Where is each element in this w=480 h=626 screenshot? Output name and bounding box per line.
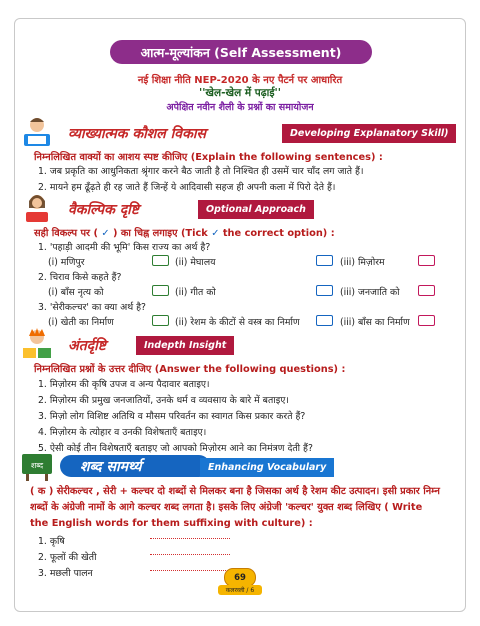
instruction-part: सही विकल्प पर ( bbox=[34, 228, 98, 239]
section-title-en: Enhancing Vocabulary bbox=[200, 458, 334, 477]
subtitle-play: ''खेल-खेल में पढ़ाई'' bbox=[199, 87, 281, 99]
option: (ii) गीत को bbox=[175, 287, 216, 298]
option-checkbox[interactable] bbox=[152, 315, 169, 326]
section-title-en: Optional Approach bbox=[198, 200, 314, 219]
option: (i) बाँस नृत्य को bbox=[48, 287, 104, 298]
option-checkbox[interactable] bbox=[418, 315, 435, 326]
option-checkbox[interactable] bbox=[418, 255, 435, 266]
instruction-answer: निम्नलिखित प्रश्नों के उत्तर दीजिए (Answer the following questions) : bbox=[34, 364, 346, 375]
question: 2. चिराव किसे कहते हैं? bbox=[38, 272, 122, 283]
option-checkbox[interactable] bbox=[152, 285, 169, 296]
footer-label: कलरव्ली / 6 bbox=[218, 585, 262, 595]
list-item: 5. ऐसी कोई तीन विशेषताएँ बताइए जो आपको मिज़ोरम आने का निमंत्रण देती हैं? bbox=[38, 443, 313, 454]
option: (iii) मिज़ोरम bbox=[340, 257, 385, 268]
reading-boy-icon bbox=[20, 116, 54, 148]
instruction-part: the correct option) : bbox=[222, 228, 335, 239]
tick-icon: ✓ bbox=[211, 228, 220, 239]
section-title-hi: व्याख्यात्मक कौशल विकास bbox=[68, 126, 206, 142]
section-insight-header bbox=[20, 332, 460, 358]
list-item: 3. मिज़ो लोग विशिष्ट अतिथि व मौसम परिवर्तन का स्वागत किस प्रकार करते हैं? bbox=[38, 411, 306, 422]
section-title-hi: वैकल्पिक दृष्टि bbox=[68, 202, 139, 218]
option: (i) मणिपुर bbox=[48, 257, 85, 268]
page-title: आत्म-मूल्यांकन (Self Assessment) bbox=[110, 40, 372, 64]
section-optional-header bbox=[20, 196, 460, 222]
girl-writing-icon bbox=[20, 192, 54, 224]
section-vocabulary-header bbox=[20, 454, 460, 480]
option-checkbox[interactable] bbox=[316, 255, 333, 266]
word-item: 3. मछली पालन bbox=[38, 568, 93, 579]
word-item: 1. कृषि bbox=[38, 536, 65, 547]
board-label: शब्द bbox=[30, 461, 44, 470]
option: (iii) बाँस का निर्माण bbox=[340, 317, 410, 328]
tick-icon: ✓ bbox=[101, 228, 110, 239]
subtitle-style: अपेक्षित नवीन शैली के प्रश्नों का समायोजन bbox=[166, 102, 314, 113]
section-title-en: Indepth Insight bbox=[136, 336, 234, 355]
section-title-hi: अंतर्दृष्टि bbox=[68, 338, 106, 354]
list-item: 1. जब प्रकृति का आधुनिकता श्रृंगार करने बैठ जाती है तो निश्चित ही उसमें चार चाँद लग जाते हैं। bbox=[38, 166, 364, 177]
page-number: 69 bbox=[224, 568, 256, 587]
boy-with-books-icon bbox=[20, 328, 54, 360]
question: 3. 'सेरीकल्चर' का क्या अर्थ है? bbox=[38, 302, 146, 313]
board-icon bbox=[20, 450, 54, 482]
list-item: 4. मिज़ोरम के त्योहार व उनकी विशेषताएँ बताइए। bbox=[38, 427, 207, 438]
option-checkbox[interactable] bbox=[316, 285, 333, 296]
instruction-explain: निम्नलिखित वाक्यों का आशय स्पष्ट कीजिए (Explain the following sentences) : bbox=[34, 152, 383, 163]
list-item: 1. मिज़ोरम की कृषि उपज व अन्य पैदावार बताइए। bbox=[38, 379, 210, 390]
option-checkbox[interactable] bbox=[316, 315, 333, 326]
answer-line[interactable] bbox=[150, 532, 230, 539]
option: (i) खेती का निर्माण bbox=[48, 317, 114, 328]
question: 1. 'पहाड़ी आदमी की भूमि' किस राज्य का अर्थ है? bbox=[38, 242, 211, 253]
vocab-paragraph: ( क ) सेरीकल्चर , सेरी + कल्चर दो शब्दों से मिलकर बना है जिसका अर्थ है रेशम कीट उत्पादन। इसी प्रकार निम्न शब्दों के अंग्रेजी नामों के आगे कल्चर शब्द लगता है। इसके लिए अंग्रेजी 'कल्चर' युक्त शब्द लिखिए ( Write the English words for them suffixing with culture) : bbox=[30, 486, 440, 529]
option: (ii) मेघालय bbox=[175, 257, 216, 268]
subtitle-nep: नई शिक्षा नीति NEP-2020 के नए पैटर्न पर आधारित bbox=[137, 75, 343, 86]
list-item: 2. मायने हम ढूँढ़ते ही रह जाते हैं जिन्हें ये आदिवासी सहज ही अपनी कला में पिरो देते हैं। bbox=[38, 182, 336, 193]
section-explanatory-header bbox=[20, 120, 460, 146]
option: (ii) रेशम के कीटों से वस्त्र का निर्माण bbox=[175, 317, 300, 328]
word-item: 2. फूलों की खेती bbox=[38, 552, 97, 563]
instruction-tick bbox=[34, 226, 335, 239]
section-title-en: Developing Explanatory Skill) bbox=[282, 124, 456, 143]
instruction-part: ) का चिह्न लगाइए (Tick bbox=[112, 228, 208, 239]
list-item: 2. मिज़ोरम की प्रमुख जनजातियों, उनके धर्म व व्यवसाय के बारे में बताइए। bbox=[38, 395, 289, 406]
option-checkbox[interactable] bbox=[152, 255, 169, 266]
answer-line[interactable] bbox=[150, 548, 230, 555]
section-title-hi: शब्द सामर्थ्य bbox=[80, 459, 142, 475]
option: (iii) जनजाति को bbox=[340, 287, 400, 298]
answer-line[interactable] bbox=[150, 564, 230, 571]
option-checkbox[interactable] bbox=[418, 285, 435, 296]
